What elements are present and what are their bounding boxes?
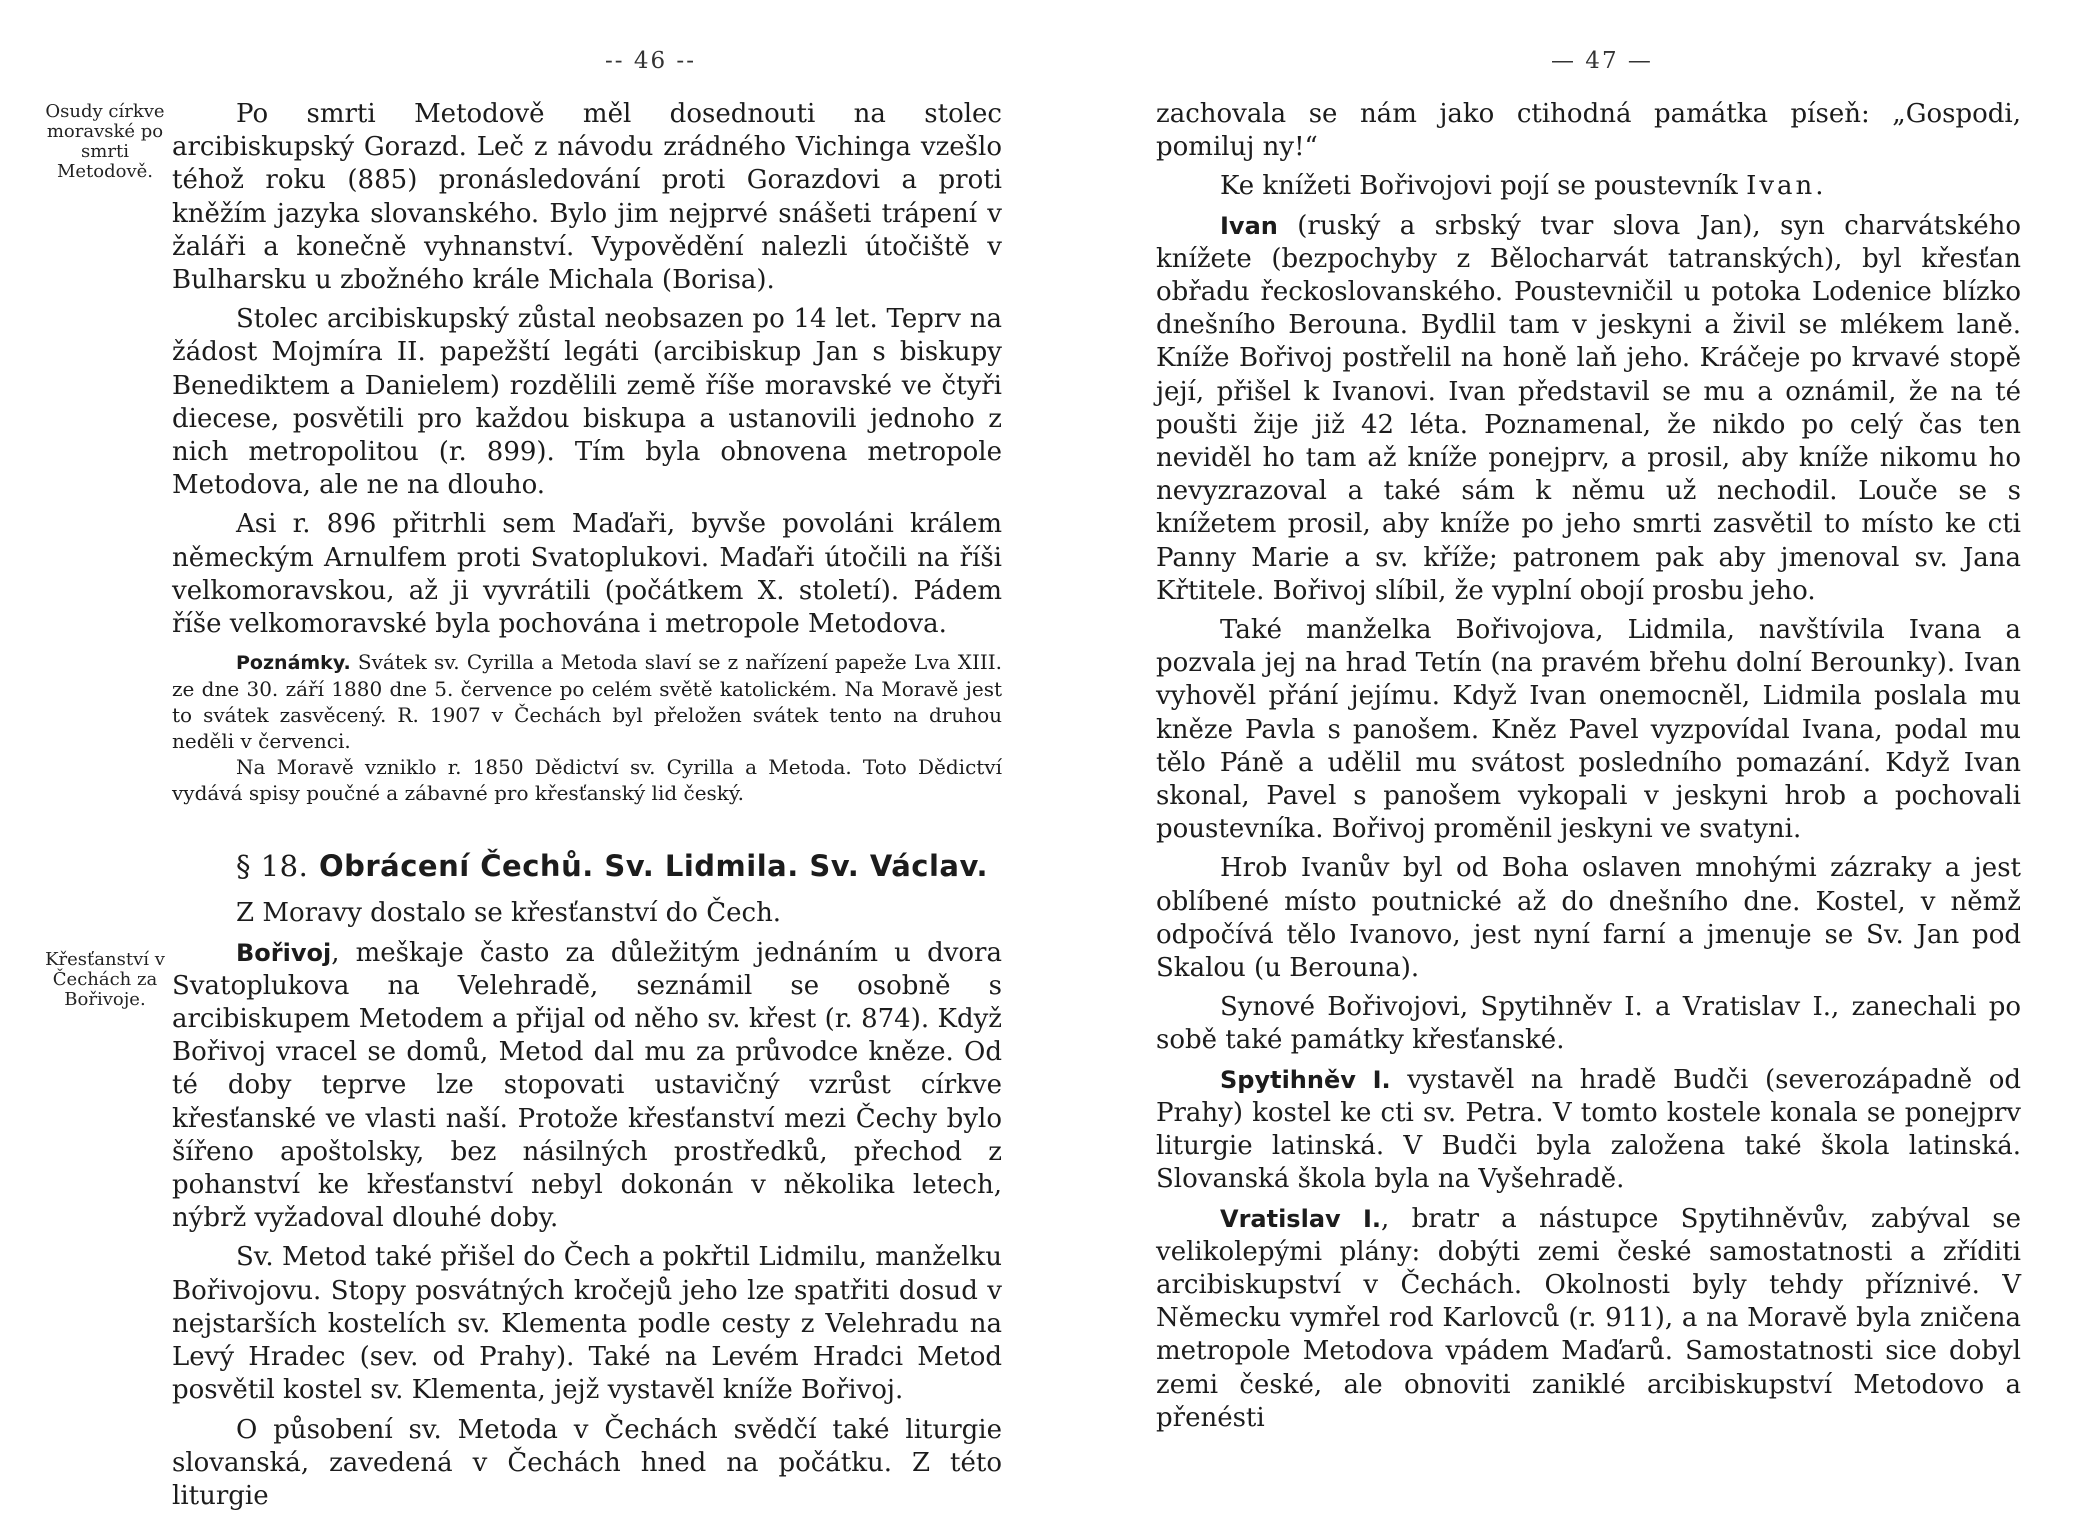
paragraph: O působení sv. Metoda v Čechách svědčí také liturgie slovanská, zavedená v Čechách hned na počátku. Z této liturgie [172, 1414, 1002, 1513]
note-text: Svátek sv. Cyrilla a Metoda slaví se z nařízení papeže Lva XIII. ze dne 30. září 1880 dne 5. července po celém světě katolickém. Na Moravě jest to svátek zasvěcený. R. 1907 v Čechách byl přeložen svátek tento na druhou neděli v červenci. [172, 650, 1002, 753]
bold-name: Bořivoj [236, 939, 331, 967]
paragraph: Hrob Ivanův byl od Boha oslaven mnohými zázraky a jest oblíbené místo poutnické až do dnešního dne. Kostel, v němž odpočívá tělo Ivanovo, jest nyní farní a jmenuje se Sv. Jan pod Skalou (u Berouna). [1156, 852, 2021, 985]
left-page [0, 0, 1041, 1500]
page-number: — 47 — [1041, 48, 2082, 74]
notes-block [172, 649, 1002, 806]
bold-name: Vratislav I. [1220, 1205, 1381, 1233]
bold-name: Spytihněv I. [1220, 1066, 1391, 1094]
text-column [1156, 98, 2021, 1435]
paragraph [1156, 1203, 2021, 1435]
paragraph [1156, 1064, 2021, 1197]
margin-note: Osudy církve moravské po smrti Metodově. [40, 102, 170, 182]
section-heading [236, 850, 1002, 883]
paragraph: Asi r. 896 přitrhli sem Maďaři, byvše povoláni králem německým Arnulfem proti Svatoplukovi. Maďaři útočili na říši velkomoravskou, až ji vyvrátili (počátkem X. století). Pádem říše velkomoravské byla pochována i metropole Metodova. [172, 508, 1002, 641]
paragraph-text: vystavěl na hradě Budči (severozápadně od Prahy) kostel ke cti sv. Petra. V tomto kostele konala se ponejprv liturgie latinská. V Budči byla založena také škola latinská. Slovanská škola byla na Vyšehradě. [1156, 1065, 2021, 1195]
notes-label: Poznámky. [236, 652, 351, 674]
note-text: Na Moravě vzniklo r. 1850 Dědictví sv. Cyrilla a Metoda. Toto Dědictví vydává spisy poučné a zábavné pro křesťanský lid český. [172, 754, 1002, 806]
paragraph: Sv. Metod také přišel do Čech a pokřtil Lidmilu, manželku Bořivojovu. Stopy posvátných kročejů jeho lze spatřiti dosud v nejstarších kostelích sv. Klementa podle cesty z Velehradu na Levý Hradec (sev. od Prahy). Také na Levém Hradci Metod posvětil kostel sv. Klementa, jejž vystavěl kníže Bořivoj. [172, 1241, 1002, 1407]
paragraph: Po smrti Metodově měl dosednouti na stolec arcibiskupský Gorazd. Leč z návodu zrádného Vichinga vzešlo téhož roku (885) pronásledování proti Gorazdovi a proti kněžím jazyka slovanského. Bylo jim nejprvé snášeti trápení v žaláři a konečně vyhnanství. Vypovědění nalezli útočiště v Bulharsku u zbožného krále Michala (Borisa). [172, 98, 1002, 297]
section-number: § 18. [236, 849, 308, 883]
paragraph: zachovala se nám jako ctihodná památka píseň: „Gospodi, pomiluj ny!“ [1156, 98, 2021, 164]
paragraph [1156, 210, 2021, 608]
paragraph-text: (ruský a srbský tvar slova Jan), syn charvátského knížete (bezpochyby z Bělocharvát tatranských), byl křesťan obřadu řeckoslovanského. Poustevničil u potoka Lodenice blízko dnešního Berouna. Bydlil tam v jeskyni a živil se mlékem laně. Kníže Bořivoj postřelil na honě laň jeho. Kráčeje po krvavé stopě její, přišel k Ivanovi. Ivan představil se mu a oznámil, že na té poušti žije již 42 léta. Poznamenal, že nikdo po celý čas ten neviděl ho tam až kníže ponejprv, a prosil, aby kníže nikomu ho nevyzrazoval a také sám k němu už nechodil. Louče se s knížetem prosil, aby kníže po jeho smrti zasvětil to místo ke cti Panny Marie a sv. kříže; patronem pak aby jmenoval sv. Jana Křtitele. Bořivoj slíbil, že vyplní obojí prosbu jeho. [1156, 211, 2021, 606]
paragraph-text: , meškaje často za důležitým jednáním u dvora Svatoplukova na Velehradě, seznámil se osobně s arcibiskupem Metodem a přijal od něho sv. křest (r. 874). Když Bořivoj vracel se domů, Metod dal mu za průvodce kněze. Od té doby teprve lze stopovati ustavičný vzrůst církve křesťanské ve vlasti naší. Protože křesťanství mezi Čechy bylo šířeno apoštolsky, bez násilných prostředků, přechod z pohanství ke křesťanství nebyl dokonán v několika letech, nýbrž vyžadoval dlouhé doby. [172, 938, 1002, 1234]
paragraph: Také manželka Bořivojova, Lidmila, navštívila Ivana a pozvala jej na hrad Tetín (na pravém břehu dolní Berounky). Ivan vyhověl přání jejímu. Když Ivan onemocněl, Lidmila poslala mu kněze Pavla s panošem. Kněz Pavel vyzpovídal Ivana, podal mu tělo Páně a udělil mu svátost posledního pomazání. Když Ivan skonal, Pavel s panošem vykopali v jeskyni hrob a pochovali poustevníka. Bořivoj proměnil jeskyni ve svatyni. [1156, 614, 2021, 846]
section-title: Obrácení Čechů. Sv. Lidmila. Sv. Václav. [319, 849, 988, 883]
paragraph [172, 937, 1002, 1236]
paragraph-text: Ke knížeti Bořivojovi pojí se poustevník [1220, 171, 1746, 201]
page-number: -- 46 -- [0, 48, 1041, 74]
paragraph: Z Moravy dostalo se křesťanství do Čech. [172, 897, 1002, 930]
right-page [1041, 0, 2082, 1500]
paragraph: Stolec arcibiskupský zůstal neobsazen po 14 let. Teprv na žádost Mojmíra II. papežští legáti (arcibiskup Jan s biskupy Benediktem a Danielem) rozdělili země říše moravské ve čtyři diecese, posvětili pro každou biskupa a ustanovili jednoho z nich metropolitou (r. 899). Tím byla obnovena metropole Metodova, ale ne na dlouho. [172, 303, 1002, 502]
margin-note: Křesťanství v Čechách za Bořivoje. [40, 950, 170, 1010]
paragraph: Synové Bořivojovi, Spytihněv I. a Vratislav I., zanechali po sobě také památky křesťanské. [1156, 991, 2021, 1057]
paragraph-text: , bratr a nástupce Spytihněvův, zabýval se velikolepými plány: dobýti zemi české samostatnosti a zříditi arcibiskupství v Čechách. Okolnosti byly tehdy příznivé. V Německu vymřel rod Karlovců (r. 911), a na Moravě byla zničena metropole Metodova vpádem Maďarů. Samostatnosti sice dobyl zemi české, ale obnoviti zaniklé arcibiskupství Metodovo a přenésti [1156, 1204, 2021, 1433]
spaced-name: Ivan. [1746, 171, 1826, 201]
bold-name: Ivan [1220, 212, 1278, 240]
paragraph [1156, 170, 2021, 203]
text-column [172, 98, 1002, 1513]
